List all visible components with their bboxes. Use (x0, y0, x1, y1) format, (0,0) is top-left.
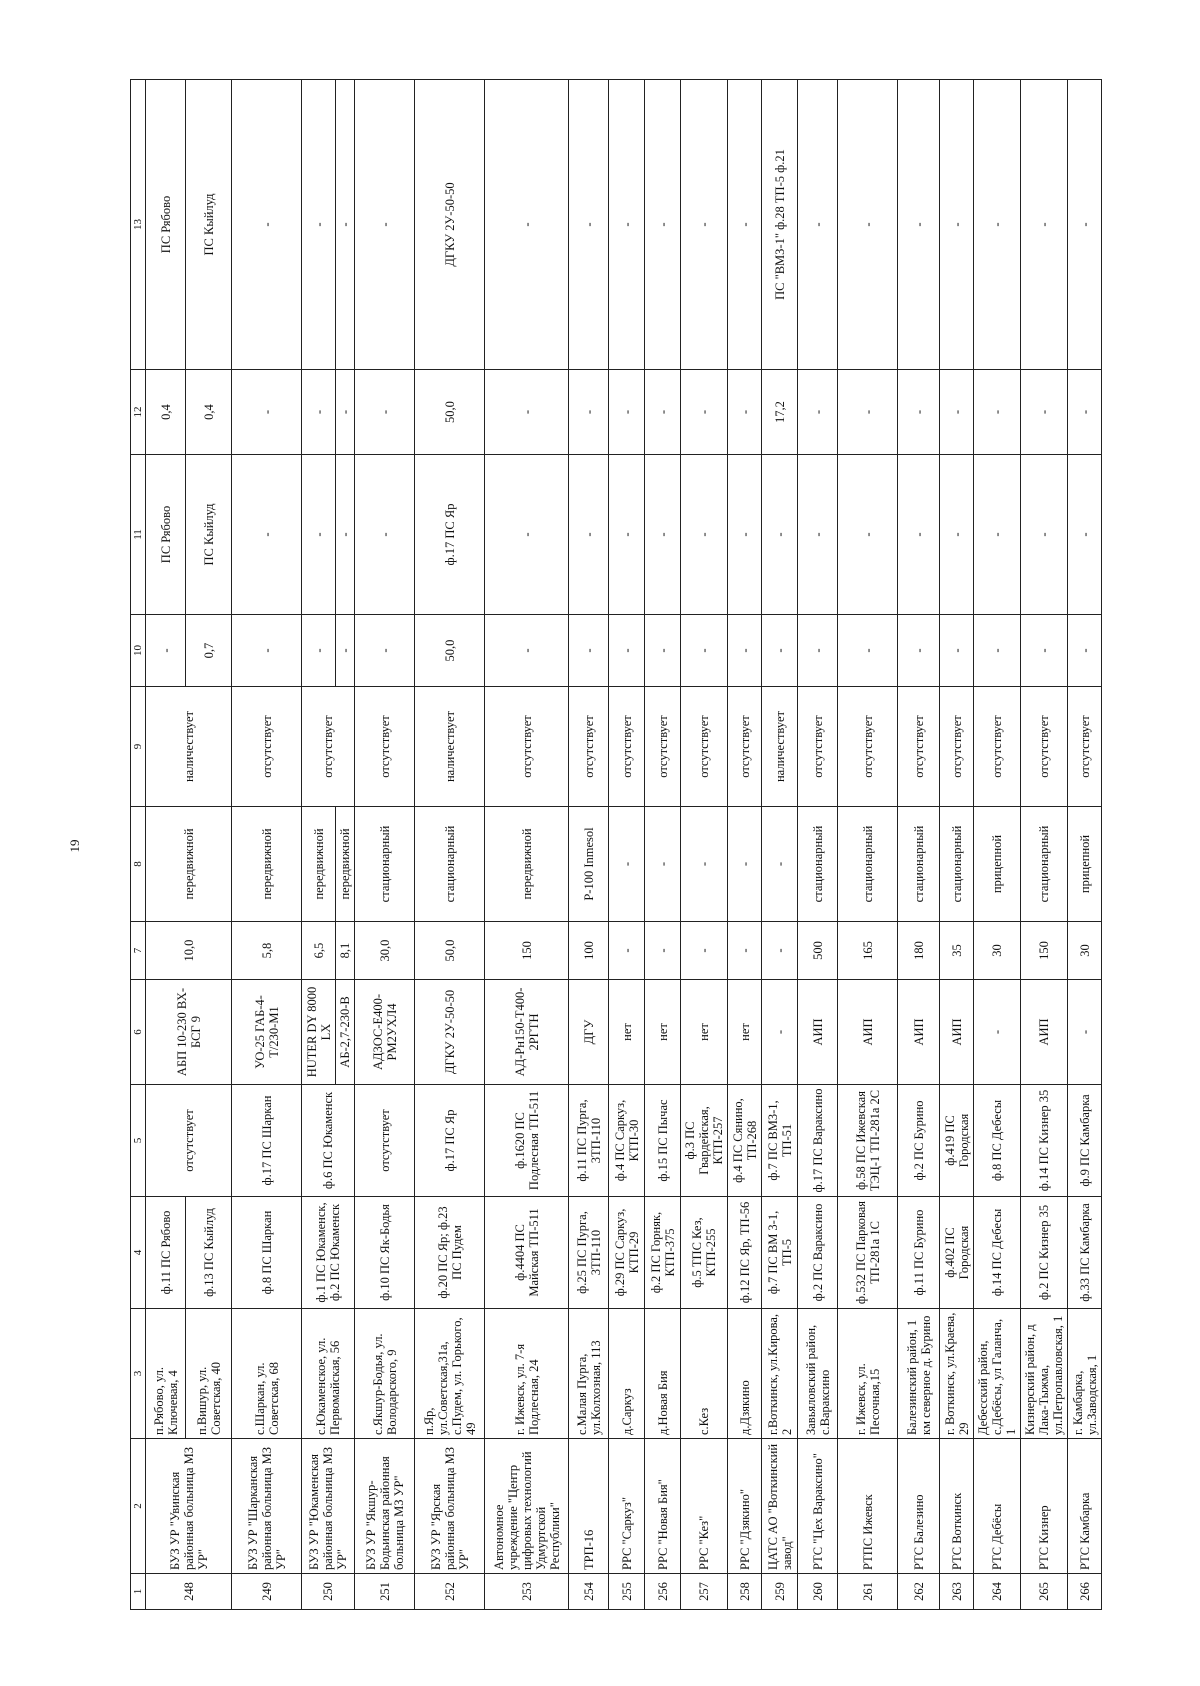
address-cell: г. Камбарка, ул.Заводская, 1 (1068, 1309, 1102, 1439)
presence-cell: отсутствует (485, 687, 569, 807)
generator-type-cell: нет (645, 980, 681, 1085)
row-number: 260 (798, 1574, 838, 1610)
generator-type-cell: АБ-2,7-230-В (336, 980, 355, 1085)
power-cell: 35 (940, 922, 974, 980)
table-row (681, 80, 728, 1610)
feeder-reserve-cell: ф.3 ПС Гвардейская, КТП-257 (681, 1085, 728, 1197)
organization-cell: РРС "Кез" (681, 1439, 728, 1574)
address-cell: г. Воткинск, ул.Краева, 29 (940, 1309, 974, 1439)
value-cell: - (898, 370, 940, 455)
value-cell: - (838, 615, 898, 687)
value-cell: - (355, 370, 415, 455)
value-cell: - (1021, 615, 1068, 687)
generator-type-cell: - (1068, 980, 1102, 1085)
power-cell: 5,8 (232, 922, 302, 980)
feeder-primary-cell: ф.11 ПС Рябово (146, 1197, 186, 1309)
generator-kind-cell: стационарный (1021, 807, 1068, 922)
generator-kind-cell: передвижной (232, 807, 302, 922)
note-cell: - (609, 80, 645, 370)
generator-type-cell: АД3ОС-Е400-РМ2УХЛ4 (355, 980, 415, 1085)
table-row (415, 80, 485, 1610)
data-table (130, 79, 1102, 1610)
value-cell: - (940, 615, 974, 687)
generator-kind-cell: передвижной (336, 807, 355, 922)
note-cell: - (336, 80, 355, 370)
power-cell: 30,0 (355, 922, 415, 980)
value-cell: - (1021, 370, 1068, 455)
feeder-primary-cell: ф.14 ПС Дебесы (974, 1197, 1021, 1309)
generator-kind-cell: передвижной (485, 807, 569, 922)
power-cell: 165 (838, 922, 898, 980)
feeder-reserve-cell: ф.8 ПС Дебесы (974, 1085, 1021, 1197)
feeder-primary-cell: ф.7 ПС ВМ 3-1, ТП-5 (762, 1197, 798, 1309)
row-number: 253 (485, 1574, 569, 1610)
presence-cell: отсутствует (569, 687, 609, 807)
generator-kind-cell: - (645, 807, 681, 922)
feeder-primary-cell: ф.4404 ПС Майская ТП-511 (485, 1197, 569, 1309)
power-cell: 50,0 (415, 922, 485, 980)
feeder-primary-cell: ф.10 ПС Як-Бодья (355, 1197, 415, 1309)
value-cell: - (146, 615, 186, 687)
organization-cell: БУЗ УР "Увинская районная больница МЗ УР" (146, 1439, 232, 1574)
header-cell: 3 (131, 1309, 146, 1439)
table-row (974, 80, 1021, 1610)
feeder-reserve-cell: отсутствует (355, 1085, 415, 1197)
generator-type-cell: ДГКУ 2У-50-50 (415, 980, 485, 1085)
generator-kind-cell: передвижной (146, 807, 232, 922)
address-cell: Кизнерский район, д Лака-Тыжма, ул.Петропавловская, 1 (1021, 1309, 1068, 1439)
feeder-primary-cell: ф.5 ТПС Кез, КТП-255 (681, 1197, 728, 1309)
generator-kind-cell: стационарный (838, 807, 898, 922)
value-cell: - (974, 615, 1021, 687)
power-cell: - (762, 922, 798, 980)
feeder-primary-cell: ф.2 ПС Вараксино (798, 1197, 838, 1309)
row-number: 259 (762, 1574, 798, 1610)
address-cell: п.Яр, ул.Советская,31а, с.Пудем, ул. Горького, 49 (415, 1309, 485, 1439)
power-cell: 10,0 (146, 922, 232, 980)
note-cell: - (1021, 80, 1068, 370)
substation-cell: - (609, 455, 645, 615)
value-cell: - (940, 370, 974, 455)
feeder-primary-cell: ф.13 ПС Кыйлуд (186, 1197, 232, 1309)
address-cell: с.Кез (681, 1309, 728, 1439)
feeder-primary-cell: ф.1 ПС Юкаменск, ф.2 ПС Юкаменск (302, 1197, 355, 1309)
generator-kind-cell: Р-100 Inmesol (569, 807, 609, 922)
page-number: 19 (67, 839, 82, 853)
power-cell: - (681, 922, 728, 980)
value-cell: - (762, 615, 798, 687)
presence-cell: отсутствует (1021, 687, 1068, 807)
header-cell: 5 (131, 1085, 146, 1197)
address-cell: п.Рябово, ул. Ключевая, 4 (146, 1309, 186, 1439)
organization-cell: РТС "Цех Вараксино" (798, 1439, 838, 1574)
row-number: 250 (302, 1574, 355, 1610)
header-cell: 4 (131, 1197, 146, 1309)
presence-cell: отсутствует (681, 687, 728, 807)
generator-type-cell: - (974, 980, 1021, 1085)
value-cell: - (728, 615, 762, 687)
note-cell: - (355, 80, 415, 370)
note-cell: ПС Кыйлуд (186, 80, 232, 370)
substation-cell: - (569, 455, 609, 615)
feeder-reserve-cell: ф.6 ПС Юкаменск (302, 1085, 355, 1197)
header-cell: 2 (131, 1439, 146, 1574)
feeder-reserve-cell: ф.14 ПС Кизнер 35 (1021, 1085, 1068, 1197)
value-cell: - (798, 370, 838, 455)
value-cell: - (336, 370, 355, 455)
organization-cell: РТС Дебёсы (974, 1439, 1021, 1574)
power-cell: 30 (974, 922, 1021, 980)
table-row (1021, 80, 1068, 1610)
presence-cell: отсутствует (645, 687, 681, 807)
presence-cell: отсутствует (609, 687, 645, 807)
substation-cell: ПС Рябово (146, 455, 186, 615)
feeder-primary-cell: ф.33 ПС Камбарка (1068, 1197, 1102, 1309)
generator-type-cell: УО-25 ГАБ-4-Т/230-М1 (232, 980, 302, 1085)
feeder-reserve-cell: отсутствует (146, 1085, 232, 1197)
feeder-primary-cell: ф.25 ПС Пурга, 3ТП-110 (569, 1197, 609, 1309)
header-cell: 6 (131, 980, 146, 1085)
substation-cell: - (645, 455, 681, 615)
value-cell: - (609, 370, 645, 455)
presence-cell: наличествует (415, 687, 485, 807)
value-cell: - (681, 370, 728, 455)
feeder-primary-cell: ф.2 ПС Горняк, КТП-375 (645, 1197, 681, 1309)
note-cell: - (838, 80, 898, 370)
organization-cell: РРС "Саркуз" (609, 1439, 645, 1574)
address-cell: Дебесский район, с.Дебёсы, ул Галанча, 1 (974, 1309, 1021, 1439)
organization-cell: РТС Балезино (898, 1439, 940, 1574)
row-number: 261 (838, 1574, 898, 1610)
value-cell: - (645, 615, 681, 687)
table-row (355, 80, 415, 1610)
row-number: 249 (232, 1574, 302, 1610)
value-cell: 0,7 (186, 615, 232, 687)
value-cell: 50,0 (415, 615, 485, 687)
presence-cell: отсутствует (974, 687, 1021, 807)
feeder-primary-cell: ф.532 ПС Парковая ТП-281а 1С (838, 1197, 898, 1309)
value-cell: - (355, 615, 415, 687)
power-cell: - (645, 922, 681, 980)
table-row (762, 80, 798, 1610)
feeder-reserve-cell: ф.17 ПС Вараксино (798, 1085, 838, 1197)
table-row (798, 80, 838, 1610)
substation-cell: ф.17 ПС Яр (415, 455, 485, 615)
feeder-reserve-cell: ф.17 ПС Шаркан (232, 1085, 302, 1197)
substation-cell: - (798, 455, 838, 615)
value-cell: - (569, 370, 609, 455)
table-row (609, 80, 645, 1610)
note-cell: - (569, 80, 609, 370)
generator-kind-cell: - (609, 807, 645, 922)
feeder-primary-cell: ф.29 ПС Саркуз, КТП-29 (609, 1197, 645, 1309)
organization-cell: БУЗ УР "Юкаменская районная больница МЗ УР" (302, 1439, 355, 1574)
address-cell: г. Ижевск, ул. Песочная,15 (838, 1309, 898, 1439)
generator-kind-cell: стационарный (355, 807, 415, 922)
organization-cell: РТС Кизнер (1021, 1439, 1068, 1574)
presence-cell: отсутствует (232, 687, 302, 807)
presence-cell: отсутствует (302, 687, 355, 807)
power-cell: 8,1 (336, 922, 355, 980)
substation-cell: - (974, 455, 1021, 615)
row-number: 251 (355, 1574, 415, 1610)
value-cell: - (485, 370, 569, 455)
row-number: 262 (898, 1574, 940, 1610)
value-cell: - (838, 370, 898, 455)
row-number: 248 (146, 1574, 232, 1610)
feeder-reserve-cell: ф.4 ПС Сянино, ТП-268 (728, 1085, 762, 1197)
note-cell: - (1068, 80, 1102, 370)
generator-type-cell: нет (681, 980, 728, 1085)
generator-kind-cell: стационарный (940, 807, 974, 922)
header-cell: 11 (131, 455, 146, 615)
power-cell: 30 (1068, 922, 1102, 980)
presence-cell: отсутствует (940, 687, 974, 807)
address-cell: с.Якшур-Бодья, ул. Володарского, 9 (355, 1309, 415, 1439)
value-cell: - (232, 370, 302, 455)
note-cell: - (645, 80, 681, 370)
row-number: 263 (940, 1574, 974, 1610)
feeder-reserve-cell: ф.1620 ПС Подлесная ТП-511 (485, 1085, 569, 1197)
address-cell: с.Малая Пурга, ул.Колхозная, 113 (569, 1309, 609, 1439)
generator-type-cell: АИП (898, 980, 940, 1085)
power-cell: - (609, 922, 645, 980)
presence-cell: наличествует (146, 687, 232, 807)
feeder-primary-cell: ф.12 ПС Яр, ТП-56 (728, 1197, 762, 1309)
header-row (131, 80, 146, 1610)
value-cell: - (302, 370, 336, 455)
table-row (232, 80, 302, 1610)
generator-type-cell: нет (728, 980, 762, 1085)
value-cell: - (609, 615, 645, 687)
note-cell: - (728, 80, 762, 370)
substation-cell: - (898, 455, 940, 615)
value-cell: - (232, 615, 302, 687)
presence-cell: наличествует (762, 687, 798, 807)
address-cell: д.Новая Бия (645, 1309, 681, 1439)
row-number: 258 (728, 1574, 762, 1610)
substation-cell: - (485, 455, 569, 615)
substation-cell: - (838, 455, 898, 615)
feeder-reserve-cell: ф.15 ПС Пычас (645, 1085, 681, 1197)
feeder-primary-cell: ф.8 ПС Шаркан (232, 1197, 302, 1309)
generator-kind-cell: прицепной (1068, 807, 1102, 922)
generator-type-cell: АД-Рн150-Т400-2РГТН (485, 980, 569, 1085)
header-cell: 12 (131, 370, 146, 455)
substation-cell: - (355, 455, 415, 615)
row-number: 257 (681, 1574, 728, 1610)
value-cell: - (1068, 615, 1102, 687)
header-cell: 1 (131, 1574, 146, 1610)
feeder-reserve-cell: ф.9 ПС Камбарка (1068, 1085, 1102, 1197)
feeder-reserve-cell: ф.4 ПС Саркуз, КТП-30 (609, 1085, 645, 1197)
generator-kind-cell: стационарный (898, 807, 940, 922)
value-cell: - (898, 615, 940, 687)
power-cell: 500 (798, 922, 838, 980)
table-row (838, 80, 898, 1610)
organization-cell: БУЗ УР "Ярская районная больница МЗ УР" (415, 1439, 485, 1574)
value-cell: 0,4 (146, 370, 186, 455)
generator-type-cell: нет (609, 980, 645, 1085)
table-row (940, 80, 974, 1610)
value-cell: 50,0 (415, 370, 485, 455)
presence-cell: отсутствует (355, 687, 415, 807)
presence-cell: отсутствует (798, 687, 838, 807)
table-row (485, 80, 569, 1610)
note-cell: - (302, 80, 336, 370)
address-cell: с.Юкаменское, ул. Первомайская, 56 (302, 1309, 355, 1439)
header-cell: 7 (131, 922, 146, 980)
organization-cell: РРС "Новая Бия" (645, 1439, 681, 1574)
substation-cell: - (728, 455, 762, 615)
note-cell: - (681, 80, 728, 370)
row-number: 264 (974, 1574, 1021, 1610)
value-cell: - (974, 370, 1021, 455)
feeder-reserve-cell: ф.2 ПС Бурино (898, 1085, 940, 1197)
generator-type-cell: АИП (940, 980, 974, 1085)
value-cell: - (645, 370, 681, 455)
feeder-reserve-cell: ф.58 ПС Ижевская ТЭЦ-1 ТП-281а 2С (838, 1085, 898, 1197)
value-cell: 17,2 (762, 370, 798, 455)
organization-cell: РТС Воткинск (940, 1439, 974, 1574)
generator-type-cell: АИП (838, 980, 898, 1085)
value-cell: - (798, 615, 838, 687)
address-cell: г.Воткинск, ул.Кирова, 2 (762, 1309, 798, 1439)
substation-cell: - (302, 455, 336, 615)
address-cell: д.Дзякино (728, 1309, 762, 1439)
presence-cell: отсутствует (838, 687, 898, 807)
organization-cell: ТРП-16 (569, 1439, 609, 1574)
organization-cell: БУЗ УР "Шарканская районная больница МЗ УР" (232, 1439, 302, 1574)
address-cell: Балезинский район, 1 км северное д. Бурино (898, 1309, 940, 1439)
organization-cell: РТС Камбарка (1068, 1439, 1102, 1574)
header-cell: 8 (131, 807, 146, 922)
generator-kind-cell: стационарный (415, 807, 485, 922)
row-number: 265 (1021, 1574, 1068, 1610)
generator-kind-cell: прицепной (974, 807, 1021, 922)
note-cell: ДГКУ 2У-50-50 (415, 80, 485, 370)
note-cell: - (798, 80, 838, 370)
power-cell: 150 (485, 922, 569, 980)
substation-cell: ПС Кыйлуд (186, 455, 232, 615)
generator-kind-cell: - (681, 807, 728, 922)
feeder-reserve-cell: ф.17 ПС Яр (415, 1085, 485, 1197)
generator-kind-cell: - (728, 807, 762, 922)
power-cell: 150 (1021, 922, 1068, 980)
address-cell: п.Вишур, ул. Советская, 40 (186, 1309, 232, 1439)
address-cell: с.Шаркан, ул. Советская, 68 (232, 1309, 302, 1439)
address-cell: г. Ижевск, ул. 7-я Подлесная, 24 (485, 1309, 569, 1439)
value-cell: - (728, 370, 762, 455)
generator-kind-cell: - (762, 807, 798, 922)
value-cell: 0,4 (186, 370, 232, 455)
power-cell: 6,5 (302, 922, 336, 980)
power-cell: - (728, 922, 762, 980)
organization-cell: Автономное учреждение "Центр цифровых технологий Удмуртской Республики" (485, 1439, 569, 1574)
value-cell: - (569, 615, 609, 687)
value-cell: - (336, 615, 355, 687)
table-row (898, 80, 940, 1610)
substation-cell: - (1068, 455, 1102, 615)
table-row (302, 80, 336, 1610)
table-row (569, 80, 609, 1610)
note-cell: - (232, 80, 302, 370)
substation-cell: - (1021, 455, 1068, 615)
note-cell: - (485, 80, 569, 370)
address-cell: д.Саркуз (609, 1309, 645, 1439)
feeder-primary-cell: ф.11 ПС Бурино (898, 1197, 940, 1309)
substation-cell: - (940, 455, 974, 615)
table-row (645, 80, 681, 1610)
row-number: 252 (415, 1574, 485, 1610)
value-cell: - (1068, 370, 1102, 455)
note-cell: - (898, 80, 940, 370)
note-cell: ПС "ВМЗ-1" ф.28 ТП-5 ф.21 (762, 80, 798, 370)
note-cell: - (974, 80, 1021, 370)
feeder-primary-cell: ф.402 ПС Городская (940, 1197, 974, 1309)
feeder-reserve-cell: ф.419 ПС Городская (940, 1085, 974, 1197)
header-cell: 10 (131, 615, 146, 687)
substation-cell: - (681, 455, 728, 615)
generator-type-cell: АИП (798, 980, 838, 1085)
generator-type-cell: АБП 10-230 ВХ-БСГ 9 (146, 980, 232, 1085)
rotated-page (130, 10, 1130, 1610)
table-row (1068, 80, 1102, 1610)
generator-type-cell: ДГУ (569, 980, 609, 1085)
table-row (146, 80, 186, 1610)
row-number: 255 (609, 1574, 645, 1610)
value-cell: - (681, 615, 728, 687)
feeder-primary-cell: ф.2 ПС Кизнер 35 (1021, 1197, 1068, 1309)
generator-type-cell: HUTER DY 8000 LX (302, 980, 336, 1085)
presence-cell: отсутствует (1068, 687, 1102, 807)
presence-cell: отсутствует (898, 687, 940, 807)
organization-cell: ЦАТС АО "Воткинский завод" (762, 1439, 798, 1574)
row-number: 266 (1068, 1574, 1102, 1610)
header-cell: 9 (131, 687, 146, 807)
note-cell: ПС Рябово (146, 80, 186, 370)
row-number: 256 (645, 1574, 681, 1610)
address-cell: Завьяловский район, с.Вараксино (798, 1309, 838, 1439)
substation-cell: - (336, 455, 355, 615)
power-cell: 180 (898, 922, 940, 980)
feeder-reserve-cell: ф.7 ПС ВМ3-1, ТП-51 (762, 1085, 798, 1197)
organization-cell: РТПС Ижевск (838, 1439, 898, 1574)
presence-cell: отсутствует (728, 687, 762, 807)
feeder-reserve-cell: ф.11 ПС Пурга, 3ТП-110 (569, 1085, 609, 1197)
substation-cell: - (232, 455, 302, 615)
value-cell: - (485, 615, 569, 687)
power-cell: 100 (569, 922, 609, 980)
organization-cell: РРС "Дзякино" (728, 1439, 762, 1574)
note-cell: - (940, 80, 974, 370)
generator-type-cell: - (762, 980, 798, 1085)
generator-type-cell: АИП (1021, 980, 1068, 1085)
table-row (728, 80, 762, 1610)
row-number: 254 (569, 1574, 609, 1610)
header-cell: 13 (131, 80, 146, 370)
value-cell: - (302, 615, 336, 687)
generator-kind-cell: стационарный (798, 807, 838, 922)
organization-cell: БУЗ УР "Якшур-Бодьинская районная больница МЗ УР" (355, 1439, 415, 1574)
generator-kind-cell: передвижной (302, 807, 336, 922)
substation-cell: - (762, 455, 798, 615)
feeder-primary-cell: ф.20 ПС Яр; ф.23 ПС Пудем (415, 1197, 485, 1309)
